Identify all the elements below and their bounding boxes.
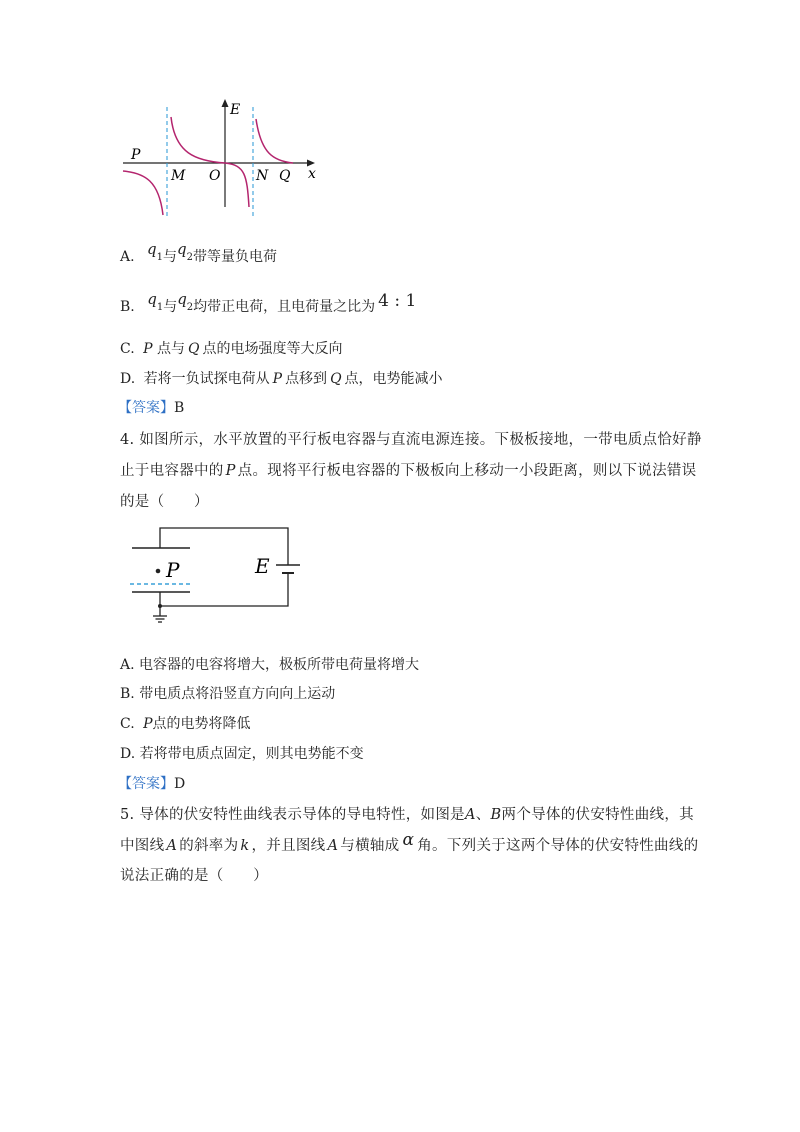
q3-option-d: D. 若将一负试探电荷从 P 点移到 Q 点，电势能减小 bbox=[120, 371, 443, 387]
q4-option-d: D. 若将带电质点固定，则其电势能不变 bbox=[120, 746, 364, 762]
label-N: N bbox=[256, 168, 269, 184]
curve-middle bbox=[171, 117, 249, 207]
q4-answer: 【答案】D bbox=[118, 776, 186, 792]
q4-line-2: 止于电容器中的 P 点。现将平行板电容器的下极板向上移动一小段距离，则以下说法错误 bbox=[120, 463, 697, 479]
label-Q: Q bbox=[279, 168, 291, 184]
q3-answer: 【答案】B bbox=[118, 400, 185, 416]
q3-option-c: C. P 点与 Q 点的电场强度等大反向 bbox=[120, 341, 343, 357]
q3-option-b: B. $q_1$与$q_2$均带正电荷，且电荷量之比为 4 : 1 bbox=[120, 290, 417, 315]
junction-dot bbox=[158, 604, 162, 608]
charged-particle bbox=[156, 569, 161, 574]
q5-line-1: 5. 导体的伏安特性曲线表示导体的导电特性，如图是A、B两个导体的伏安特性曲线，其 bbox=[120, 807, 694, 823]
label-M: M bbox=[171, 168, 186, 184]
curve-left-negative bbox=[123, 171, 163, 215]
e-x-graph bbox=[115, 95, 335, 220]
q5-line-2: 中图线 A 的斜率为 k ，并且图线 A 与横轴成 α 角。下列关于这两个导体的伏安特性曲线的 bbox=[120, 830, 699, 854]
label-P: P bbox=[166, 558, 180, 582]
q4-option-a: A. 电容器的电容将增大，极板所带电荷量将增大 bbox=[120, 657, 420, 673]
curve-right bbox=[256, 119, 293, 163]
q5-line-3: 说法正确的是（ ） bbox=[120, 868, 268, 884]
label-E: E bbox=[230, 102, 241, 118]
q3-option-a: A. $q_1$与$q_2$带等量负电荷 bbox=[120, 240, 277, 265]
capacitor-circuit bbox=[122, 523, 302, 633]
q4-option-c: C. P点的电势将降低 bbox=[120, 716, 251, 732]
label-x: x bbox=[308, 166, 316, 182]
q4-line-3: 的是（ ） bbox=[120, 494, 209, 510]
q4-line-1: 4. 如图所示，水平放置的平行板电容器与直流电源连接。下极板接地，一带电质点恰好静 bbox=[120, 432, 702, 448]
e-axis-arrow bbox=[222, 99, 229, 107]
q4-option-b: B. 带电质点将沿竖直方向向上运动 bbox=[120, 686, 336, 702]
label-P: P bbox=[131, 147, 141, 163]
label-E: E bbox=[255, 554, 270, 578]
label-O: O bbox=[209, 168, 221, 184]
